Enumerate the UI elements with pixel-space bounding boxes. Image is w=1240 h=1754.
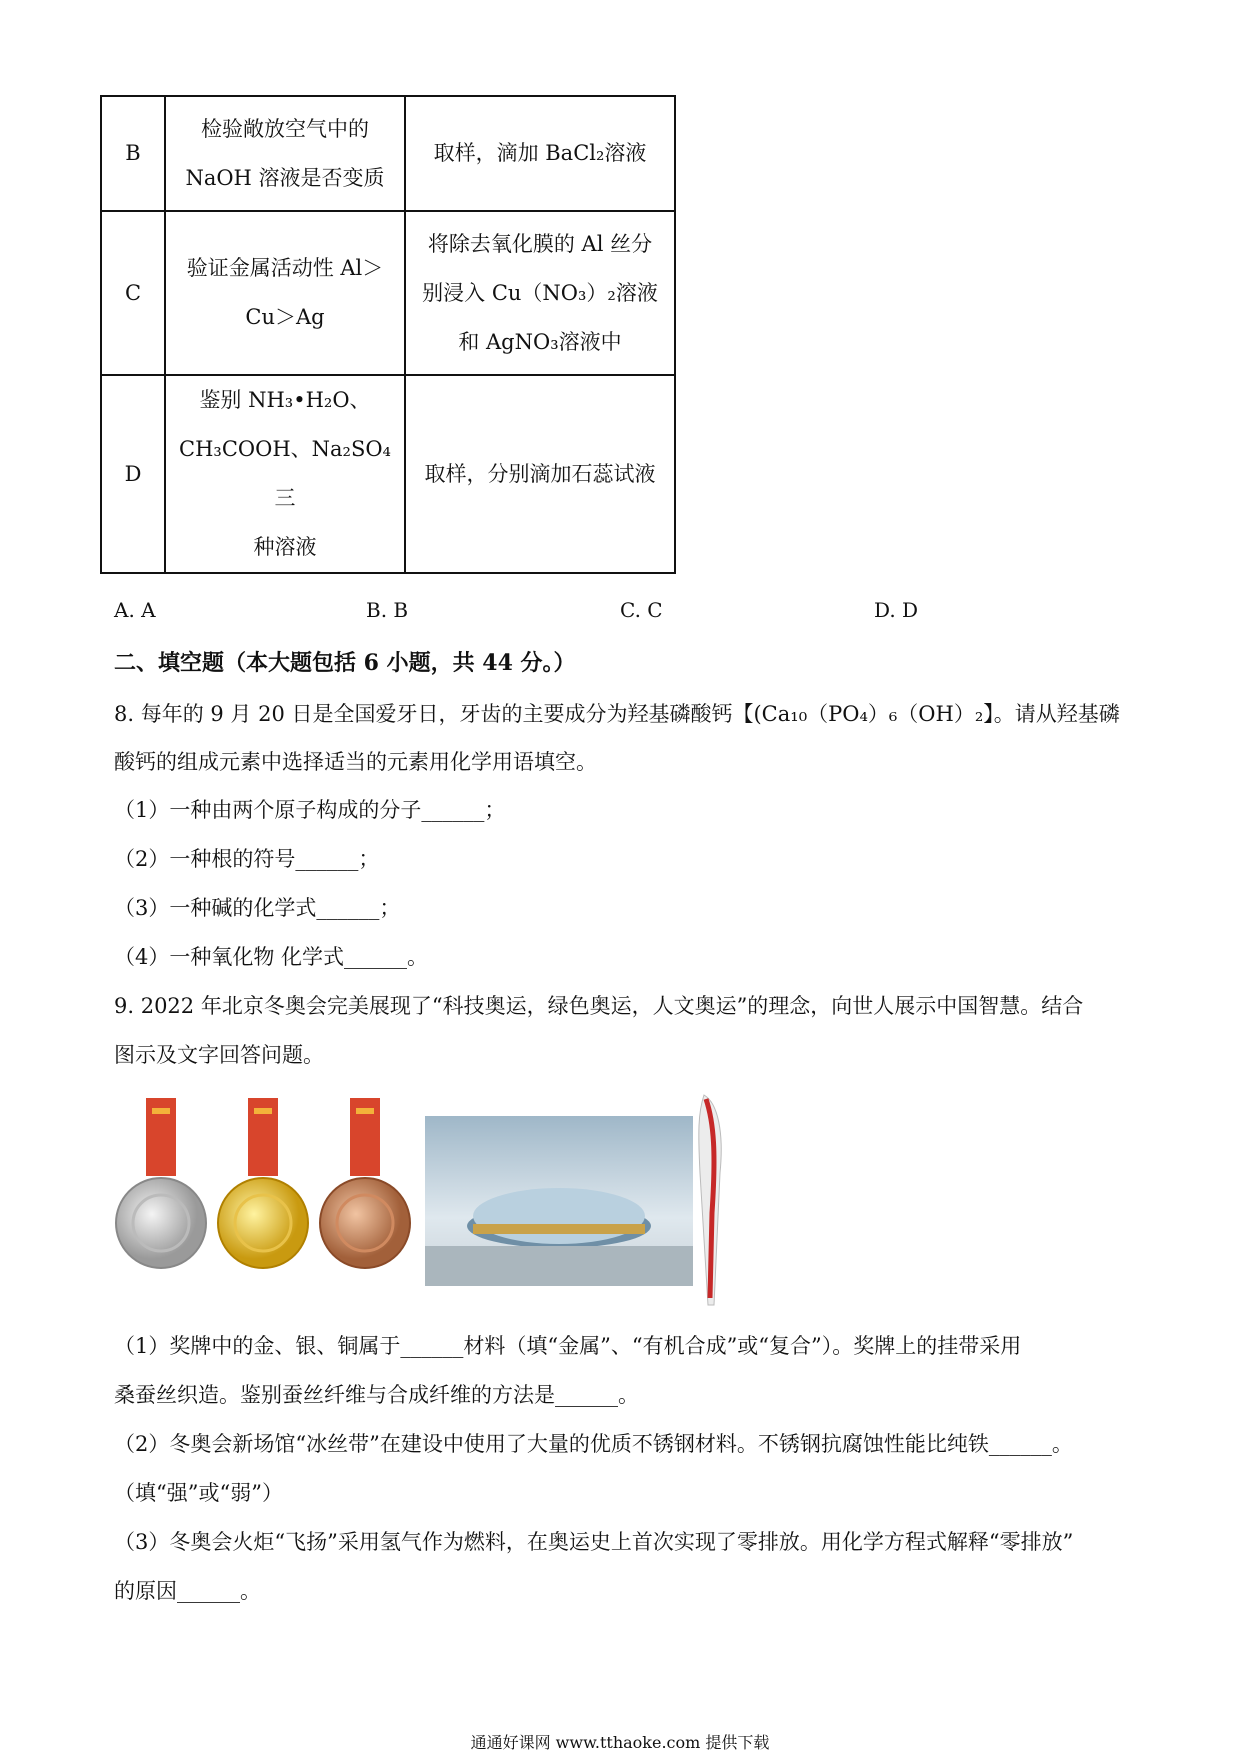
silver-medal-icon	[116, 1098, 206, 1268]
q9-sub3-line2: 的原因______。	[114, 1579, 261, 1603]
medals-image	[112, 1098, 422, 1273]
q8-sub4: （4）一种氧化物 化学式______。	[114, 945, 429, 969]
q9-sub1-line2: 桑蚕丝织造。鉴别蚕丝纤维与合成纤维的方法是______。	[114, 1383, 639, 1407]
row-purpose: 鉴别 NH₃•H₂O、 CH₃COOH、Na₂SO₄ 三 种溶液	[165, 375, 405, 573]
section-title: 二、填空题（本大题包括 6 小题，共 44 分。）	[114, 650, 576, 676]
options-table	[100, 95, 676, 574]
option-c[interactable]: C. C	[620, 598, 663, 622]
table-row	[101, 96, 675, 211]
q9-sub2-line1: （2）冬奥会新场馆“冰丝带”在建设中使用了大量的优质不锈钢材料。不锈钢抗腐蚀性能比纯铁______。	[114, 1432, 1073, 1456]
row-method: 将除去氧化膜的 Al 丝分 别浸入 Cu（NO₃）₂溶液 和 AgNO₃溶液中	[405, 211, 675, 375]
row-method: 取样，滴加 BaCl₂溶液	[405, 96, 675, 211]
q9-sub3-line1: （3）冬奥会火炬“飞扬”采用氢气作为燃料，在奥运史上首次实现了零排放。用化学方程式解释“零排放”	[114, 1530, 1074, 1554]
table-row	[101, 375, 675, 573]
q8-sub3: （3）一种碱的化学式______；	[114, 896, 401, 920]
q8-sub1: （1）一种由两个原子构成的分子______；	[114, 798, 506, 822]
row-label: D	[101, 375, 165, 573]
option-a[interactable]: A. A	[114, 598, 156, 622]
row-purpose: 验证金属活动性 Al＞ Cu＞Ag	[165, 211, 405, 375]
torch-image	[694, 1093, 730, 1308]
row-label: C	[101, 211, 165, 375]
footer-text: 通通好课网 www.tthaoke.com 提供下载	[470, 1733, 770, 1752]
gold-medal-icon	[218, 1098, 308, 1268]
q9-sub2-line2: （填“强”或“弱”）	[114, 1481, 283, 1505]
q9-sub1-line1: （1）奖牌中的金、银、铜属于______材料（填“金属”、“有机合成”或“复合”）。奖牌上的挂带采用	[114, 1334, 1022, 1358]
row-label: B	[101, 96, 165, 211]
table-row	[101, 211, 675, 375]
q8-stem-line1: 8. 每年的 9 月 20 日是全国爱牙日，牙齿的主要成分为羟基磷酸钙【(Ca₁₀（PO₄）₆（OH）₂】。请从羟基磷	[114, 702, 1120, 726]
bronze-medal-icon	[320, 1098, 410, 1268]
row-purpose: 检验敞放空气中的 NaOH 溶液是否变质	[165, 96, 405, 211]
q9-stem-line2: 图示及文字回答问题。	[114, 1043, 324, 1067]
row-method: 取样，分别滴加石蕊试液	[405, 375, 675, 573]
option-d[interactable]: D. D	[874, 598, 919, 622]
option-b[interactable]: B. B	[366, 598, 409, 622]
q9-stem-line1: 9. 2022 年北京冬奥会完美展现了“科技奥运，绿色奥运，人文奥运”的理念，向世人展示中国智慧。结合	[114, 994, 1084, 1018]
q8-sub2: （2）一种根的符号______；	[114, 847, 380, 871]
stadium-image	[425, 1116, 693, 1286]
q8-stem-line2: 酸钙的组成元素中选择适当的元素用化学用语填空。	[114, 750, 597, 774]
